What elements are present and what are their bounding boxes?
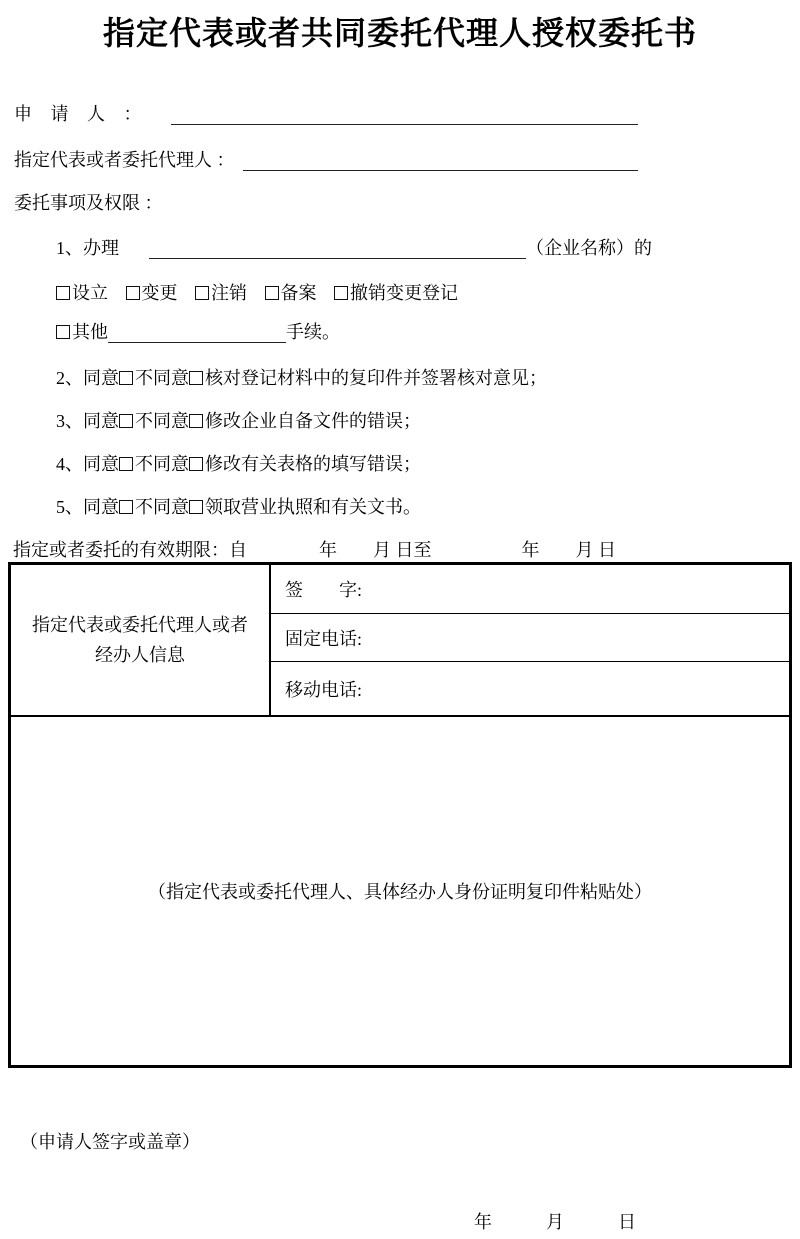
applicant-label: 申 请 人 ： bbox=[14, 104, 149, 124]
checkbox-revoke-icon bbox=[334, 286, 348, 300]
other-suffix: 手续。 bbox=[286, 322, 340, 342]
item1-prefix: 1、办理 bbox=[56, 238, 119, 258]
consent-3-disagree: 不同意 bbox=[135, 411, 189, 431]
footer-date-line: 年 月 日 bbox=[474, 1212, 636, 1232]
consent-4-text: 修改有关表格的填写错误； bbox=[205, 454, 421, 474]
consent-4-agree-checkbox-icon bbox=[119, 457, 133, 471]
table-left-header-line1: 指定代表或委托代理人或者 bbox=[32, 615, 248, 635]
consent-5-text: 领取营业执照和有关文书。 bbox=[205, 497, 421, 517]
checkbox-other-icon bbox=[56, 325, 70, 339]
other-procedure-row bbox=[56, 321, 346, 343]
validity-period-line: 指定或者委托的有效期限：自 年 月 日至 年 月 日 bbox=[13, 540, 616, 560]
consent-2-disagree: 不同意 bbox=[135, 368, 189, 388]
page-title: 指定代表或者共同委托代理人授权委托书 bbox=[102, 15, 697, 51]
other-prefix: 其他 bbox=[72, 322, 108, 342]
checkbox-group-revoke bbox=[334, 283, 458, 303]
checkbox-filing-label: 备案 bbox=[280, 283, 317, 303]
table-left-header-line2: 经办人信息 bbox=[95, 645, 185, 665]
agent-row bbox=[14, 149, 638, 171]
agent-label: 指定代表或者委托代理人 ： bbox=[14, 150, 235, 170]
registration-type-row bbox=[56, 279, 471, 305]
id-copy-paste-area bbox=[11, 715, 789, 1065]
authority-row bbox=[14, 192, 163, 214]
consent-2-agree-checkbox-icon bbox=[119, 371, 133, 385]
consent-item-2 bbox=[56, 364, 547, 390]
checkbox-revoke-label: 撤销变更登记 bbox=[350, 283, 458, 303]
consent-3-disagree-checkbox-icon bbox=[189, 414, 203, 428]
signature-row-label: 签 字: bbox=[271, 565, 789, 614]
consent-4-num-agree: 4、同意 bbox=[56, 454, 119, 474]
consent-2-disagree-checkbox-icon bbox=[189, 371, 203, 385]
item1-company-suffix: （企业名称）的 bbox=[526, 238, 652, 258]
checkbox-group-cancel bbox=[195, 283, 247, 303]
checkbox-cancel-label: 注销 bbox=[211, 283, 247, 303]
checkbox-setup-label: 设立 bbox=[72, 283, 108, 303]
checkbox-group-filing bbox=[265, 283, 317, 303]
consent-3-num-agree: 3、同意 bbox=[56, 411, 119, 431]
consent-item-3 bbox=[56, 407, 421, 433]
consent-3-text: 修改企业自备文件的错误； bbox=[205, 411, 421, 431]
consent-5-disagree: 不同意 bbox=[135, 497, 189, 517]
authority-label: 委托事项及权限 ： bbox=[14, 193, 163, 213]
consent-5-disagree-checkbox-icon bbox=[189, 500, 203, 514]
fixed-phone-row-label: 固定电话: bbox=[271, 614, 789, 662]
consent-5-num-agree: 5、同意 bbox=[56, 497, 119, 517]
checkbox-change-label: 变更 bbox=[141, 283, 178, 303]
consent-4-disagree-checkbox-icon bbox=[189, 457, 203, 471]
agent-blank-line bbox=[243, 150, 639, 171]
checkbox-filing-icon bbox=[265, 286, 279, 300]
consent-2-num-agree: 2、同意 bbox=[56, 368, 119, 388]
consent-5-agree-checkbox-icon bbox=[119, 500, 133, 514]
company-name-blank-line bbox=[149, 238, 526, 259]
table-left-header bbox=[11, 565, 271, 715]
checkbox-group-setup bbox=[56, 283, 108, 303]
checkbox-cancel-icon bbox=[195, 286, 209, 300]
applicant-row bbox=[14, 103, 638, 125]
mobile-phone-row-label: 移动电话: bbox=[285, 679, 363, 700]
checkbox-change-icon bbox=[126, 286, 140, 300]
consent-2-text: 核对登记材料中的复印件并签署核对意见； bbox=[205, 368, 547, 388]
applicant-signature-note: （申请人签字或盖章） bbox=[20, 1132, 200, 1152]
consent-item-5 bbox=[56, 493, 421, 519]
item1-row bbox=[56, 237, 652, 259]
checkbox-group-change bbox=[126, 283, 178, 303]
other-blank-line bbox=[108, 322, 286, 343]
consent-3-agree-checkbox-icon bbox=[119, 414, 133, 428]
consent-item-4 bbox=[56, 450, 421, 476]
applicant-blank-line bbox=[171, 104, 639, 125]
consent-4-disagree: 不同意 bbox=[135, 454, 189, 474]
checkbox-setup-icon bbox=[56, 286, 70, 300]
id-copy-paste-note: （指定代表或委托代理人、具体经办人身份证明复印件粘贴处） bbox=[148, 882, 652, 902]
agent-info-table bbox=[8, 562, 792, 1068]
